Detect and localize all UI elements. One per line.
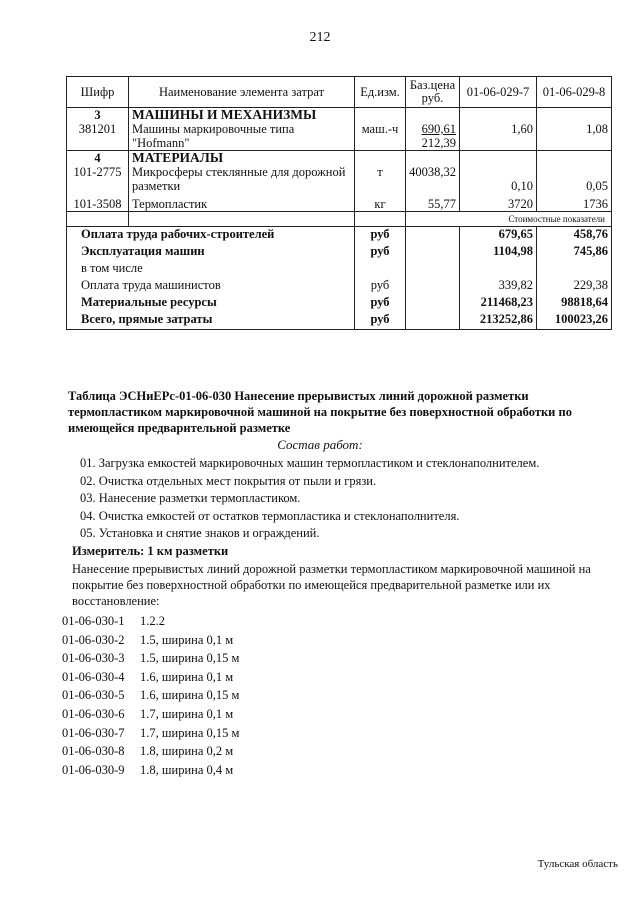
list-item: [62, 724, 239, 743]
summary-name: в том числе: [67, 261, 355, 278]
summary-row: [67, 295, 612, 312]
item-text: 1.2.2: [140, 614, 165, 628]
cost-header-label: Стоимостные показатели: [460, 212, 612, 227]
resource-unit: кг: [355, 193, 406, 212]
section-row: [67, 108, 612, 123]
summary-name: Материальные ресурсы: [67, 295, 355, 312]
item-code: 01-06-030-1: [62, 614, 125, 628]
summary-value-1: 211468,23: [460, 295, 537, 312]
summary-name: Всего, прямые затраты: [67, 312, 355, 330]
section-number: 3: [67, 108, 129, 123]
summary-name: Эксплуатация машин: [67, 244, 355, 261]
summary-name: Оплата труда машинистов: [67, 278, 355, 295]
resource-price: 40038,32: [406, 165, 460, 193]
summary-value-2: 98818,64: [537, 295, 612, 312]
resource-unit: т: [355, 165, 406, 193]
summary-value-1: 679,65: [460, 227, 537, 245]
header-cell-name: Наименование элемента затрат: [129, 77, 355, 108]
header-cell-code: Шифр: [67, 77, 129, 108]
meter-label: Измеритель: 1 км разметки: [72, 544, 229, 558]
item-text: 1.8, ширина 0,4 м: [140, 762, 234, 777]
item-text: 1.6, ширина 0,1 м: [140, 669, 234, 684]
summary-row: [67, 278, 612, 295]
summary-unit: руб: [355, 244, 406, 261]
header-cell-unit: Ед.изм.: [355, 77, 406, 108]
item-code: 01-06-030-4: [62, 669, 125, 684]
resource-unit: маш.-ч: [355, 122, 406, 151]
item-code: 01-06-030-6: [62, 706, 125, 721]
page-number: 212: [309, 30, 331, 45]
list-item: [62, 761, 239, 780]
work-item: 03. Нанесение разметки термопластиком.: [80, 491, 301, 506]
resource-price: [406, 122, 460, 151]
resource-code: 101-3508: [67, 193, 129, 212]
item-code: 01-06-030-2: [62, 632, 125, 647]
summary-row: [67, 261, 612, 278]
resource-code: 381201: [67, 122, 129, 151]
summary-unit: руб: [355, 227, 406, 245]
list-item: [62, 649, 239, 668]
item-code: 01-06-030-9: [62, 762, 125, 777]
resource-price-secondary: 212,39: [421, 136, 456, 150]
summary-row: [67, 227, 612, 245]
summary-value-2: 458,76: [537, 227, 612, 245]
description-text: Нанесение прерывистых линий дорожной разметки термопластиком маркировочной машиной на покрытие без поверхностной обработки по имеющейся предварительной разметке или их восстановление:: [72, 562, 591, 608]
table-title: Таблица ЭСНиЕРс-01-06-030 Нанесение прерывистых линий дорожной разметки термопластиком маркировочной машиной на покрытие без поверхностной обработки по имеющейся предварительной разметке: [68, 389, 572, 435]
resource-value-2: 1736: [537, 193, 612, 212]
section-row: [67, 151, 612, 166]
summary-row: [67, 312, 612, 330]
work-item: 04. Очистка емкостей от остатков термопластика и стеклонаполнителя.: [80, 508, 460, 523]
list-item: [62, 668, 239, 687]
list-item: [62, 612, 239, 631]
table-row: [67, 193, 612, 212]
works-list: [80, 455, 539, 543]
item-code: 01-06-030-5: [62, 688, 125, 703]
works-title: Состав работ:: [277, 437, 363, 452]
section-title: МАТЕРИАЛЫ: [129, 151, 355, 166]
region-footer: Тульская область: [537, 858, 618, 870]
resource-price: 55,77: [406, 193, 460, 212]
resource-value-1: 1,60: [460, 122, 537, 151]
item-text: 1.5, ширина 0,15 м: [140, 651, 240, 666]
summary-unit: руб: [355, 278, 406, 295]
header-cell-col2: 01-06-029-8: [537, 77, 612, 108]
work-item: 01. Загрузка емкостей маркировочных машин термопластиком и стеклонаполнителем.: [80, 456, 540, 470]
header-cell-price: Баз.цена руб.: [406, 77, 460, 108]
codes-list: [62, 612, 239, 779]
summary-row: [67, 244, 612, 261]
resource-value-1: 3720: [460, 193, 537, 212]
resource-value-2: 0,05: [537, 165, 612, 193]
summary-value-2: 745,86: [537, 244, 612, 261]
summary-value-1: 213252,86: [460, 312, 537, 330]
item-code: 01-06-030-7: [62, 725, 125, 740]
section-title: МАШИНЫ И МЕХАНИЗМЫ: [129, 108, 355, 123]
summary-unit: руб: [355, 312, 406, 330]
resource-name: Термопластик: [129, 193, 355, 212]
header-cell-col1: 01-06-029-7: [460, 77, 537, 108]
item-text: 1.5, ширина 0,1 м: [140, 632, 234, 647]
resource-name: Микросферы стеклянные для дорожной разметки: [129, 165, 355, 193]
item-code: 01-06-030-8: [62, 744, 125, 759]
item-text: 1.7, ширина 0,1 м: [140, 706, 234, 721]
resource-value-1: 0,10: [460, 165, 537, 193]
resource-price-main: 690,61: [421, 122, 456, 136]
work-item: 05. Установка и снятие знаков и ограждений.: [80, 526, 320, 541]
work-item: 02. Очистка отдельных мест покрытия от пыли и грязи.: [80, 473, 377, 488]
item-code: 01-06-030-3: [62, 651, 125, 666]
resource-name: Машины маркировочные типа "Hofmann": [129, 122, 355, 151]
resource-code: 101-2775: [67, 165, 129, 193]
summary-value-2: 100023,26: [537, 312, 612, 330]
table-header-row: [67, 77, 612, 108]
summary-value-1: 1104,98: [460, 244, 537, 261]
list-item: [62, 742, 239, 761]
summary-name: Оплата труда рабочих-строителей: [67, 227, 355, 245]
list-item: [62, 686, 239, 705]
summary-value-1: 339,82: [460, 278, 537, 295]
cost-header-row: [67, 212, 612, 227]
item-text: 1.8, ширина 0,2 м: [140, 744, 234, 759]
list-item: [62, 705, 239, 724]
summary-unit: руб: [355, 295, 406, 312]
table-row: [67, 165, 612, 193]
item-text: 1.6, ширина 0,15 м: [140, 688, 240, 703]
summary-value-2: 229,38: [537, 278, 612, 295]
table-row: [67, 122, 612, 151]
resource-table: [66, 76, 612, 330]
resource-value-2: 1,08: [537, 122, 612, 151]
list-item: [62, 631, 239, 650]
item-text: 1.7, ширина 0,15 м: [140, 725, 240, 740]
section-number: 4: [67, 151, 129, 166]
